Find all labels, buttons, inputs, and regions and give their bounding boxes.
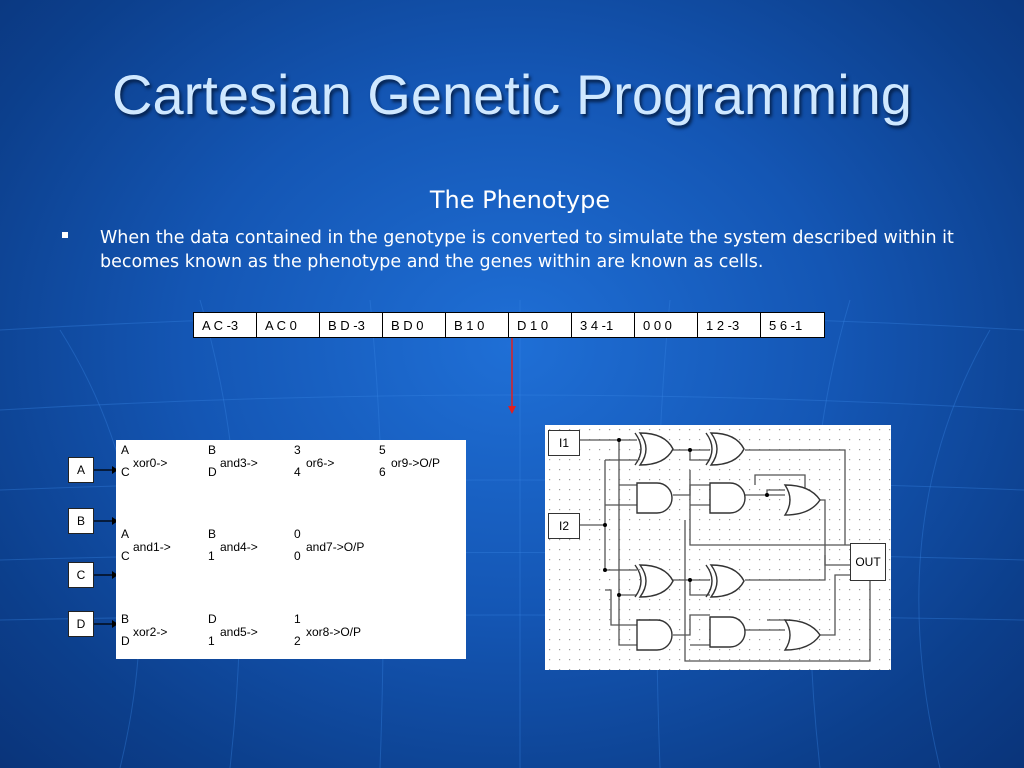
circuit-schematic <box>545 425 891 670</box>
slide-title: Cartesian Genetic Programming <box>112 63 912 126</box>
circuit-diagram <box>545 425 891 670</box>
cell-input: B <box>208 443 217 457</box>
cell-function: and5-> <box>220 625 258 639</box>
cell-function: xor0-> <box>133 456 168 470</box>
gene-cell: B D -3 <box>320 313 383 337</box>
cell-input: D <box>208 465 217 479</box>
cell-function: and3-> <box>220 456 258 470</box>
gene-cell: 5 6 -1 <box>769 318 803 333</box>
gene-cell: 3 4 -1 <box>572 313 635 337</box>
cell-input: C <box>121 465 130 479</box>
cell-function: xor2-> <box>133 625 168 639</box>
circuit-input-i2: I2 <box>548 513 580 539</box>
cell-input: 4 <box>294 465 301 479</box>
cell-function: and1-> <box>133 540 171 554</box>
cell-input: D <box>208 612 217 626</box>
input-d-box: D <box>68 611 94 637</box>
cell-input: 1 <box>208 549 215 563</box>
cell-input: D <box>121 634 130 648</box>
input-c-box: C <box>68 562 94 588</box>
cell-function: xor8->O/P <box>306 625 362 639</box>
cell-input: 0 <box>294 549 301 563</box>
gene-cell: 0 0 0 <box>635 313 698 337</box>
cell-input: A <box>121 527 130 541</box>
input-a-box: A <box>68 457 94 483</box>
cell-input: 0 <box>294 527 301 541</box>
slide-subtitle: The Phenotype <box>429 186 611 214</box>
circuit-input-i1: I1 <box>548 430 580 456</box>
gene-cell: B D 0 <box>383 313 446 337</box>
cell-function: or6-> <box>306 456 335 470</box>
cell-input: 6 <box>379 465 386 479</box>
bullet-text: When the data contained in the genotype is converted to simulate the system described within it becomes known as the phenotype and the genes within are known as cells. <box>100 228 954 272</box>
cell-function: and7->O/P <box>306 540 365 554</box>
cell-input: 2 <box>294 634 301 648</box>
cell-input: A <box>121 443 130 457</box>
cell-input: B <box>208 527 217 541</box>
cell-input: 3 <box>294 443 301 457</box>
down-arrow-icon <box>500 338 524 418</box>
gene-cell: B 1 0 <box>446 313 509 337</box>
input-b-box: B <box>68 508 94 534</box>
gene-cell: A C -3 <box>194 313 257 337</box>
gene-cell: D 1 0 <box>509 313 572 337</box>
cell-input: 1 <box>294 612 301 626</box>
cell-input: B <box>121 612 130 626</box>
cell-function: and4-> <box>220 540 258 554</box>
cell-input: 1 <box>208 634 215 648</box>
circuit-output-box: OUT <box>850 543 886 581</box>
genotype-table <box>193 312 825 338</box>
cell-input: C <box>121 549 130 563</box>
cell-grid <box>116 440 466 659</box>
gene-cell: A C 0 <box>257 313 320 337</box>
gene-cell: 1 2 -3 <box>698 313 761 337</box>
bullet-icon <box>62 232 68 238</box>
cell-function: or9->O/P <box>391 456 441 470</box>
cell-input: 5 <box>379 443 386 457</box>
